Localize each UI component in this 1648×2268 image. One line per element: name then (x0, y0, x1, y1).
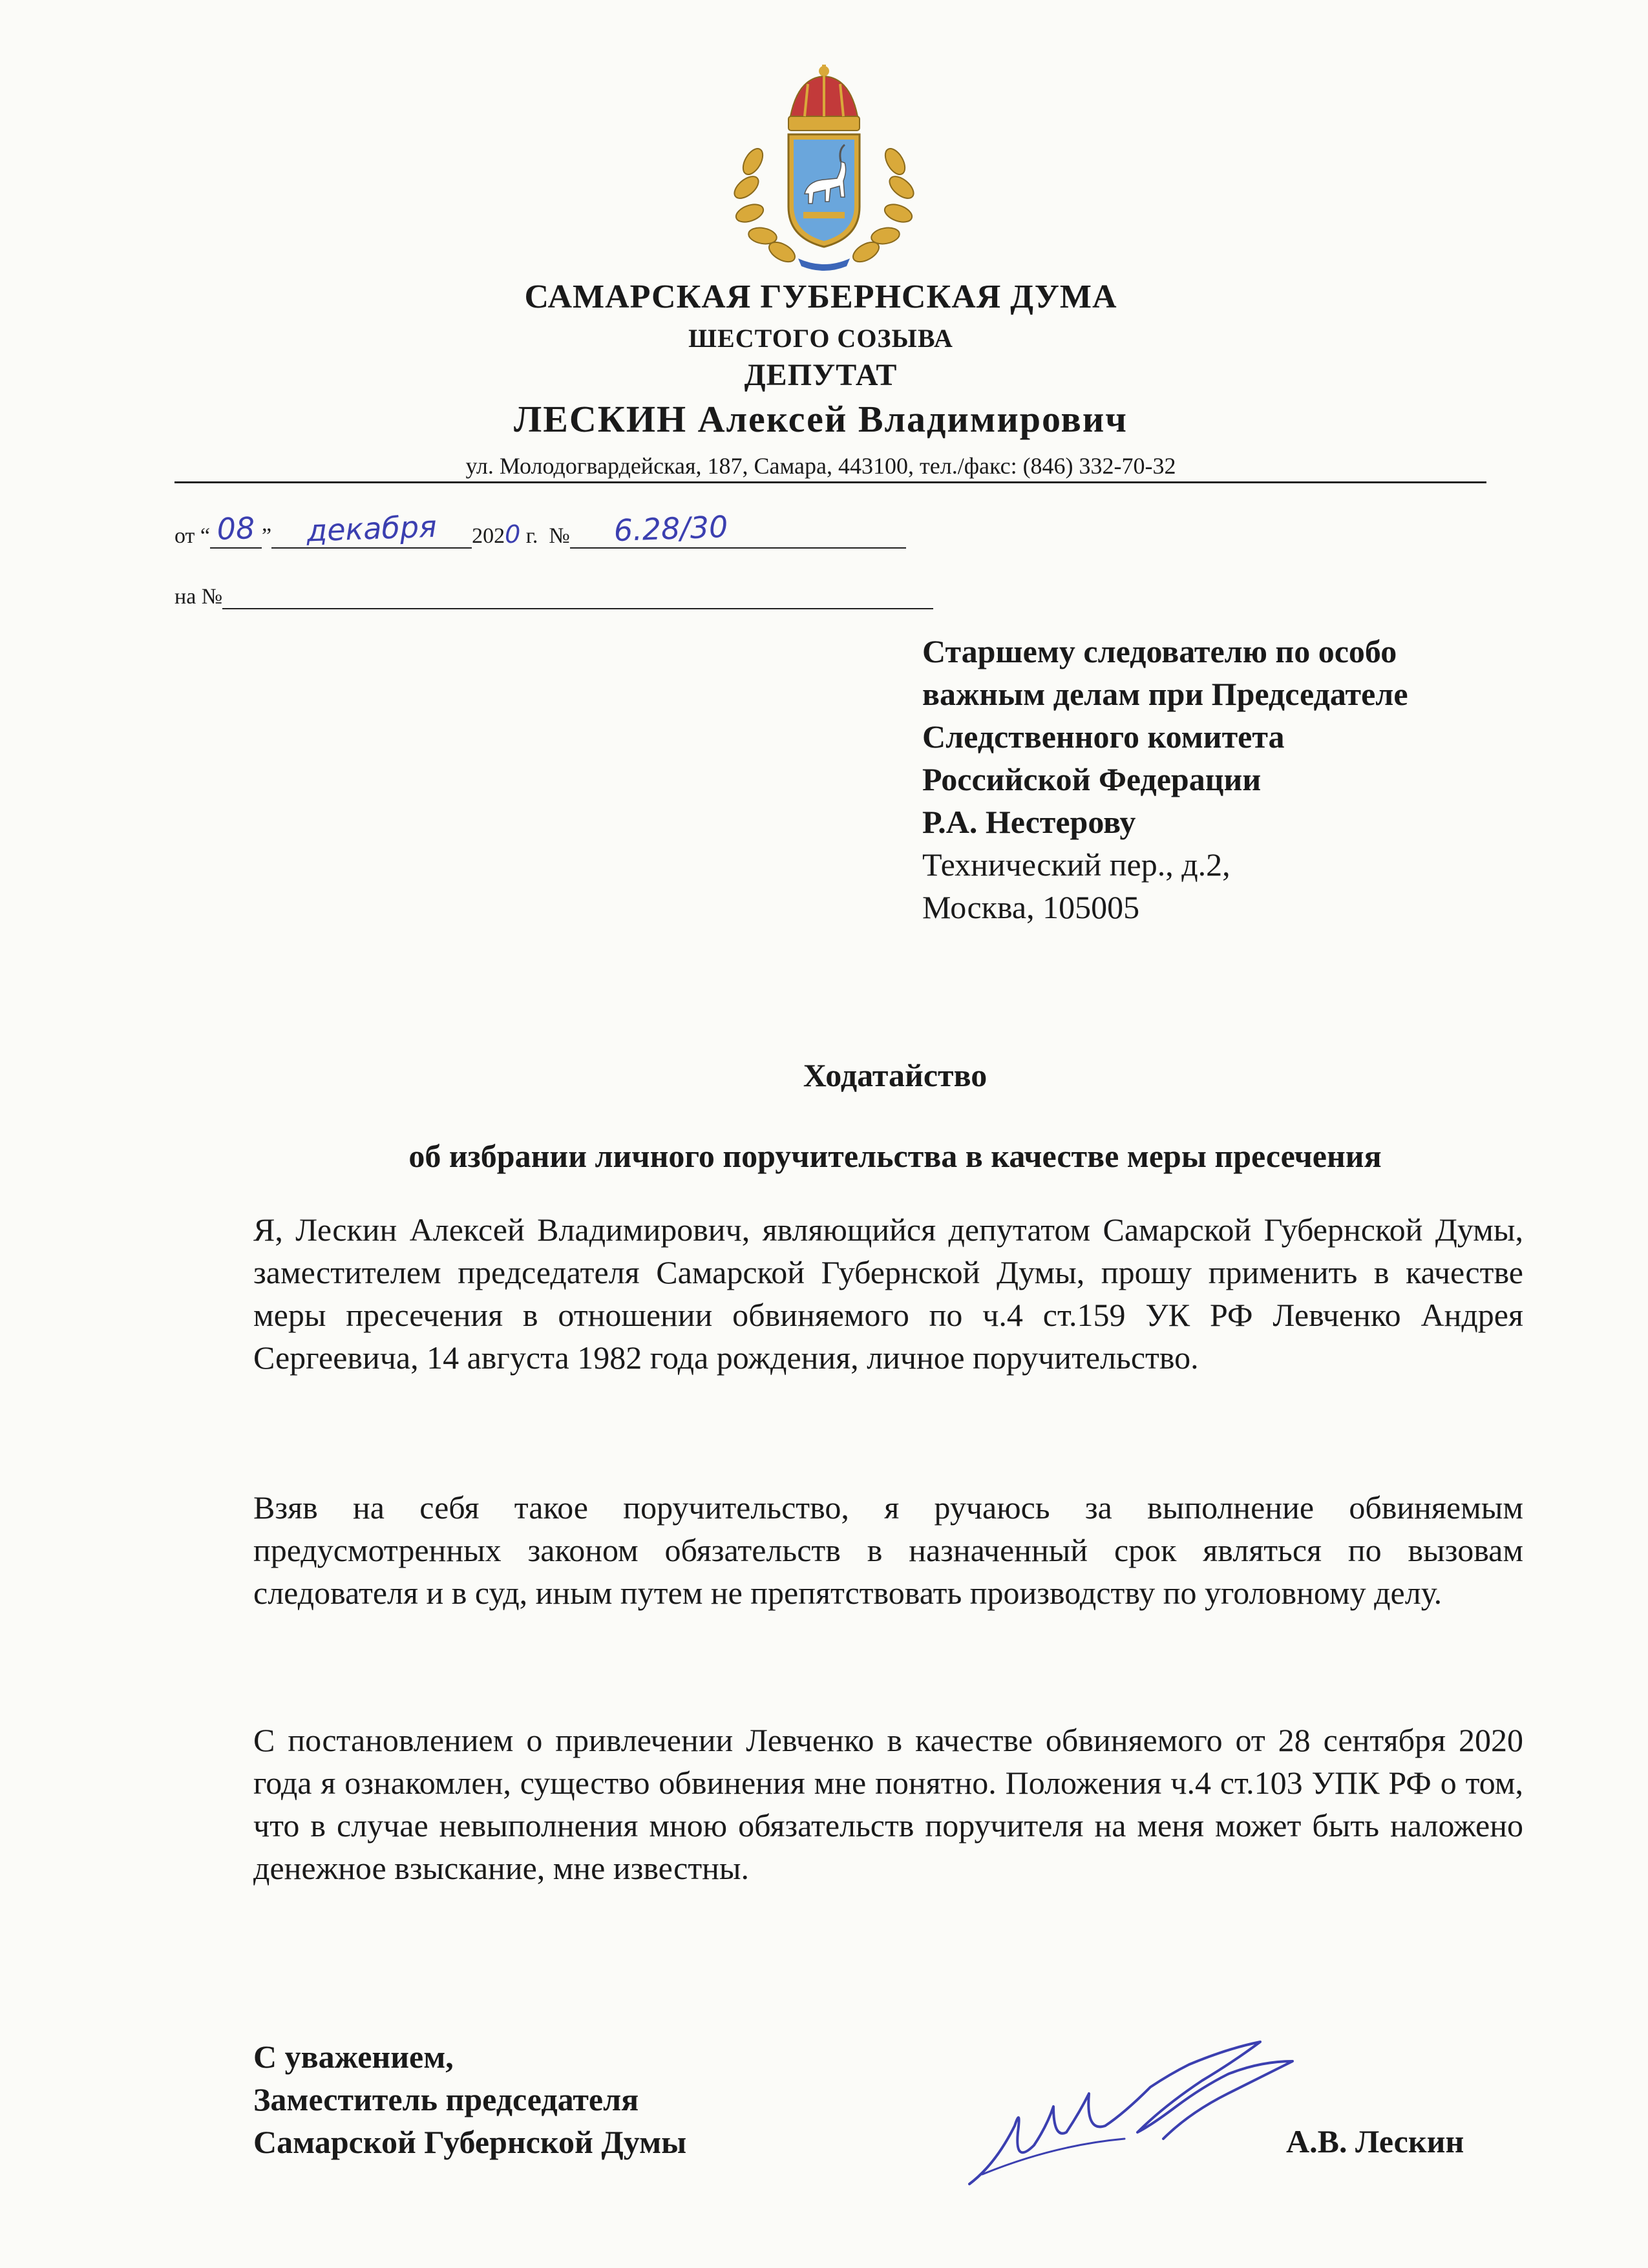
number-prefix: № (549, 524, 570, 548)
addressee-block (922, 630, 1633, 929)
addressee-street: Технический пер., д.2, (922, 846, 1231, 883)
deputy-role: ДЕПУТАТ (744, 358, 898, 392)
convocation: ШЕСТОГО СОЗЫВА (688, 324, 953, 353)
addressee-name: Р.А. Нестерову (922, 804, 1136, 840)
document-title: Ходатайство (803, 1057, 988, 1093)
date-day-field (210, 510, 262, 549)
coat-of-arms-emblem (727, 65, 921, 271)
year-suffix: г. (520, 524, 538, 548)
handwritten-signature (956, 2035, 1318, 2197)
addressee-line: Старшему следователю по особо (922, 633, 1397, 669)
year-digit-handwritten: 0 (505, 520, 521, 549)
date-day-handwritten: 08 (216, 510, 256, 547)
signer-name: А.В. Лескин (1286, 2123, 1464, 2159)
quote-close: ” (262, 524, 272, 548)
on-prefix: на № (174, 585, 223, 609)
year-prefix: 202 (472, 524, 505, 548)
body-paragraph: Я, Лескин Алексей Владимирович, являющийся депутатом Самарской Губернской Думы, заместителем председателя Самарской Губернской Думы, прошу применить в качестве меры пресечения в отношении обвиняемого по ч.4 ст.159 УК РФ Левченко Андрея Сергеевича, 14 августа 1982 года рождения, личное поручительство. (253, 1212, 1523, 1376)
letterhead-divider (174, 481, 1486, 483)
number-handwritten: 6.28/30 (613, 509, 728, 549)
addressee-line: важным делам при Председателе (922, 676, 1408, 712)
organization-name: САМАРСКАЯ ГУБЕРНСКАЯ ДУМА (524, 278, 1117, 315)
closing-salutation: С уважением, (253, 2039, 454, 2075)
outgoing-reference-line (174, 509, 906, 549)
closing-organization: Самарской Губернской Думы (253, 2124, 687, 2160)
closing-block (253, 2035, 686, 2163)
from-prefix: от “ (174, 524, 211, 548)
date-month-field (271, 509, 472, 549)
addressee-city: Москва, 105005 (922, 889, 1140, 925)
closing-position: Заместитель председателя (253, 2081, 639, 2117)
incoming-reference-line (174, 585, 933, 609)
addressee-line: Российской Федерации (922, 761, 1262, 797)
letterhead-address: ул. Молодогвардейская, 187, Самара, 443100, тел./факс: (846) 332-70-32 (465, 453, 1176, 479)
deputy-name: ЛЕСКИН Алексей Владимирович (514, 398, 1128, 440)
incoming-number-field (222, 585, 933, 609)
document-subtitle: об избрании личного поручительства в качестве меры пресечения (408, 1138, 1382, 1174)
body-paragraph: Взяв на себя такое поручительство, я ручаюсь за выполнение обвиняемым предусмотренных законом обязательств в назначенный срок являться по вызовам следователя и в суд, иным путем не препятствовать производству по уголовному делу. (253, 1489, 1523, 1611)
number-field (570, 509, 906, 549)
date-month-handwritten: декабря (306, 509, 438, 549)
addressee-line: Следственного комитета (922, 719, 1285, 755)
body-paragraph: С постановлением о привлечении Левченко в качестве обвиняемого от 28 сентября 2020 года я ознакомлен, существо обвинения мне понятно. Положения ч.4 ст.103 УПК РФ о том, что в случае невыполнения мною обязательств поручителя на меня может быть наложено денежное взыскание, мне известны. (253, 1722, 1523, 1886)
